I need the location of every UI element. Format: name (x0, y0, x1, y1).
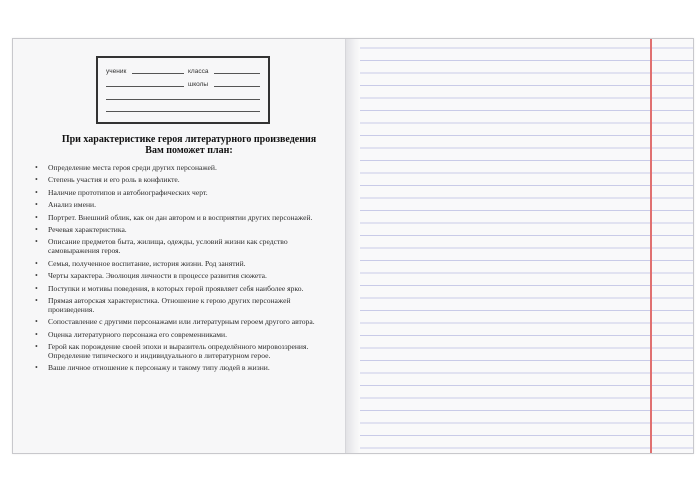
notebook-spine (346, 39, 360, 453)
student-label: ученик (106, 68, 127, 75)
list-item: • Определение места героя среди других персонажей. (33, 163, 333, 172)
blank-line[interactable] (106, 99, 260, 100)
school-line[interactable] (214, 86, 260, 87)
list-item: • Портрет. Внешний облик, как он дан автором и в восприятии других персонажей. (33, 213, 333, 222)
school-number-line[interactable] (106, 86, 184, 87)
blank-line[interactable] (106, 111, 260, 112)
student-name-line[interactable] (132, 73, 184, 74)
margin-line (650, 39, 652, 453)
school-label: школы (188, 81, 209, 88)
name-label-box (96, 56, 270, 124)
list-item: • Ваше личное отношение к персонажу и такому типу людей в жизни. (33, 363, 333, 372)
left-page (13, 39, 346, 453)
list-item: • Сопоставление с другими персонажами или литературным героем другого автора. (33, 317, 333, 326)
list-item: • Описание предметов быта, жилища, одежды, условий жизни как средство самовыражения героя. (33, 237, 333, 255)
list-item: • Прямая авторская характеристика. Отношение к герою других персонажей произведения. (33, 296, 333, 314)
list-item: • Черты характера. Эволюция личности в процессе развития сюжета. (33, 271, 333, 280)
student-class-row (106, 66, 260, 76)
ruled-page (360, 39, 693, 453)
list-item: • Поступки и мотивы поведения, в которых герой проявляет себя наиболее ярко. (33, 284, 333, 293)
list-item: • Степень участия и его роль в конфликте. (33, 175, 333, 184)
list-item: • Анализ имени. (33, 200, 333, 209)
class-label: класса (188, 68, 209, 75)
list-item: • Речевая характеристика. (33, 225, 333, 234)
notebook-spread (12, 38, 694, 454)
list-item: • Оценка литературного персонажа его современниками. (33, 330, 333, 339)
class-line[interactable] (214, 73, 260, 74)
blank-row-1 (106, 92, 260, 102)
list-item: • Герой как порождение своей эпохи и выразитель определённого мировоззрения. Определение типического и индивидуального в литературном герое. (33, 342, 333, 360)
list-item: • Семья, полученное воспитание, история жизни. Род занятий. (33, 259, 333, 268)
school-row (106, 79, 260, 89)
plan-list (33, 163, 333, 376)
heading-line-2: Вам поможет план: (145, 145, 233, 156)
list-item: • Наличие прототипов и автобиографических черт. (33, 188, 333, 197)
heading-line-1: При характеристике героя литературного произведения (61, 134, 317, 145)
plan-heading (33, 134, 345, 156)
blank-row-2 (106, 104, 260, 114)
